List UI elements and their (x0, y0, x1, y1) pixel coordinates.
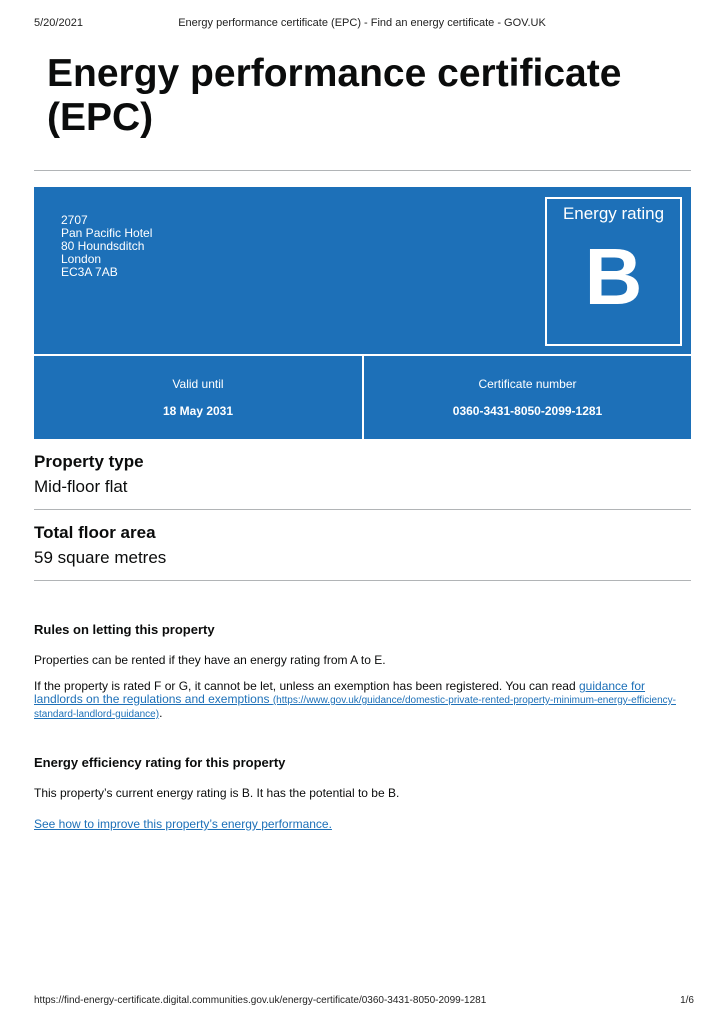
address-line: EC3A 7AB (61, 265, 118, 279)
print-header (0, 17, 724, 31)
landlord-guidance-link-text: guidance for landlords on the regulations and exemptions (34, 679, 646, 706)
rules-paragraph: Properties can be rented if they have an energy rating from A to E. (34, 653, 386, 667)
energy-rating-box (545, 197, 682, 346)
rules-exemption-paragraph (34, 680, 694, 721)
efficiency-text: This property’s current energy rating is B. It has the potential to be B. (34, 786, 400, 800)
address-line: 80 Houndsditch (61, 239, 145, 253)
floor-area-heading: Total floor area (34, 523, 156, 542)
divider (34, 170, 691, 171)
print-page-title: Energy performance certificate (EPC) - Find an energy certificate - GOV.UK (178, 17, 546, 29)
certificate-number-value: 0360-3431-8050-2099-1281 (452, 404, 603, 418)
page-number: 1/6 (680, 995, 694, 1006)
print-date: 5/20/2021 (34, 17, 83, 29)
address-line: Pan Pacific Hotel (61, 226, 153, 240)
valid-until-value: 18 May 2031 (162, 404, 234, 418)
improve-performance-link[interactable]: See how to improve this property’s energy performance. (34, 817, 332, 831)
efficiency-heading: Energy efficiency rating for this property (34, 755, 286, 770)
rules-exemption-text: If the property is rated F or G, it cannot be let, unless an exemption has been registered. You can read (34, 679, 579, 693)
epc-certificate-box (34, 187, 691, 439)
address-line: 2707 (61, 213, 88, 227)
valid-until-cell (34, 356, 362, 439)
property-address (61, 214, 152, 279)
energy-rating-label: Energy rating (562, 204, 665, 223)
punctuation: . (159, 706, 163, 720)
energy-rating-value: B (584, 232, 643, 321)
property-type-value: Mid-floor flat (34, 477, 128, 496)
divider (34, 580, 691, 581)
property-type-heading: Property type (34, 452, 144, 471)
print-url: https://find-energy-certificate.digital.communities.gov.uk/energy-certificate/0360-3431-8050-2099-1281 (34, 995, 487, 1006)
certificate-number-label: Certificate number (478, 377, 577, 391)
valid-until-label: Valid until (172, 377, 224, 391)
floor-area-value: 59 square metres (34, 548, 167, 567)
landlord-guidance-url: (https://www.gov.uk/guidance/domestic-private-rented-property-minimum-energy-efficiency-standard-landlord-guidance) (34, 695, 676, 720)
certificate-number-cell (364, 356, 691, 439)
rules-heading: Rules on letting this property (34, 622, 215, 637)
divider (34, 509, 691, 510)
page-title: Energy performance certificate (EPC) (47, 52, 622, 139)
address-line: London (61, 252, 102, 266)
